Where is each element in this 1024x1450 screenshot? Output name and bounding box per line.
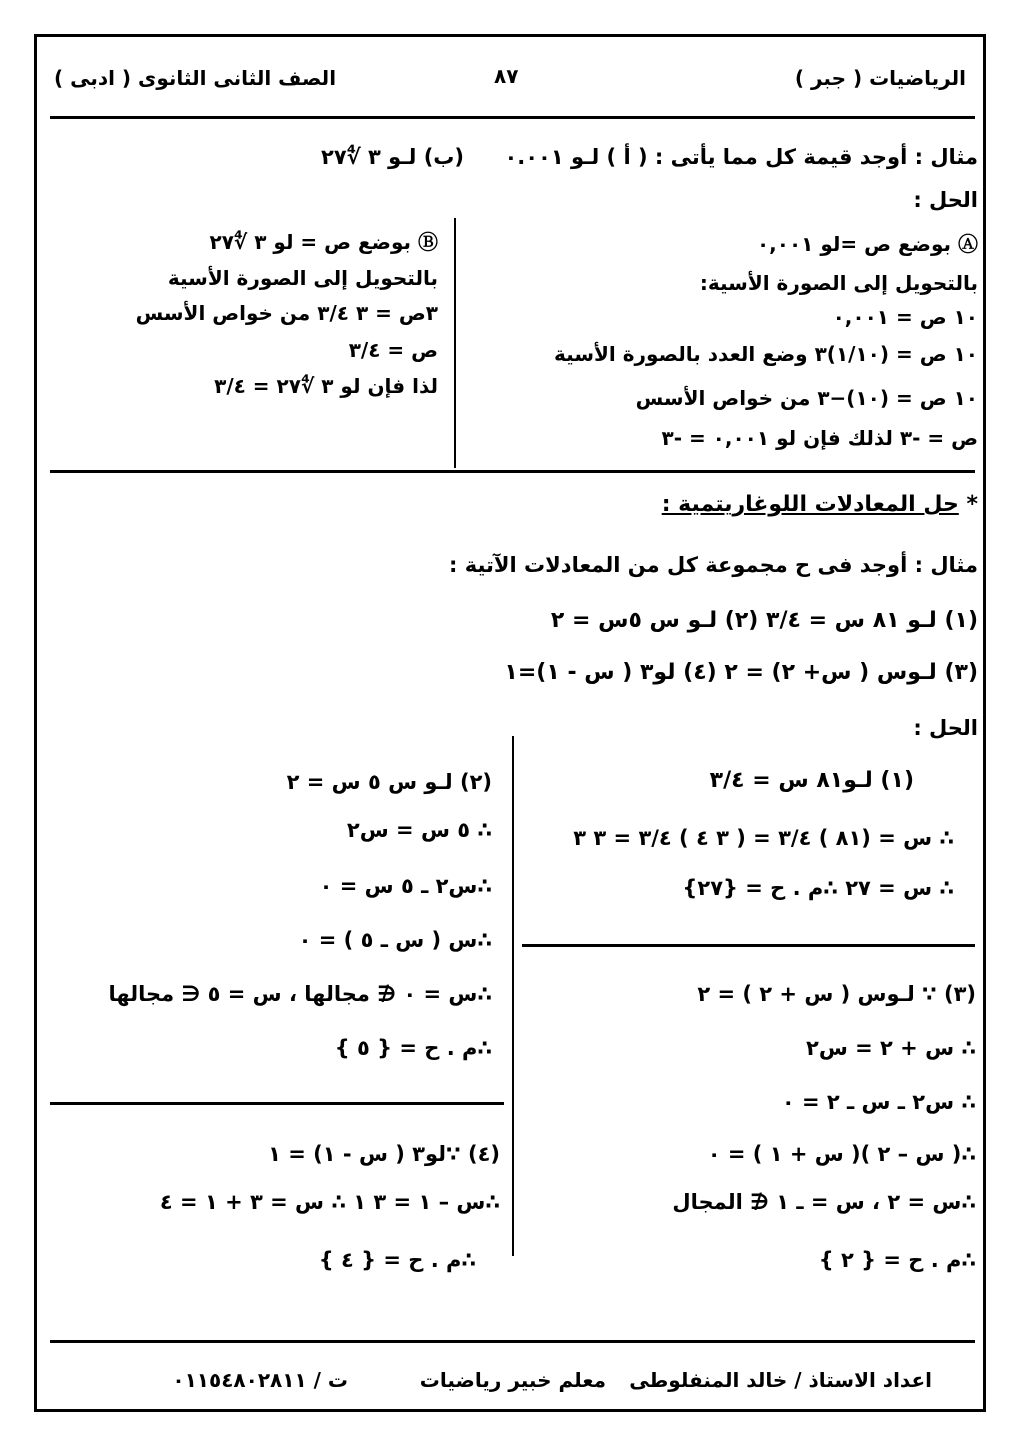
sol3-line-1: (٣) ∵ لـوس ( س + ٢ ) = ٢ [697,982,976,1006]
sol1-line-3: ∴ س = ٢٧ ∴م . ح = {٢٧} [682,876,954,900]
header-divider [50,116,975,119]
section2-star: * [966,492,978,517]
sol2-line-3: ∴س٢ ـ ٥ س = ٠ [319,874,492,898]
sol3-line-5: ∴س = ٢ ، س = ـ ١ ∉ المجال [672,1190,976,1214]
ex1a-line-2: بالتحويل إلى الصورة الأسية: [699,271,978,295]
sol2-divider [50,1102,504,1105]
footer-phone: ت / ٠١١٥٤٨٠٢٨١١ [172,1368,348,1392]
sol2-line-6: ∴م . ح = { ٥ } [334,1036,492,1060]
section2-equations-line2: (٣) لـوس ( س+ ٢) = ٢ (٤) لو٣ ( س - ١)=١ [504,660,978,685]
ex1a-line-1: Ⓐ بوضع ص =لو ٠,٠٠١ [756,232,978,256]
ex1b-line-3: ٣ص = ٣ ٣/٤ من خواص الأسس [135,301,438,325]
section2-solution-label: الحل : [913,716,978,740]
sol2-line-2: ∴ ٥ س = س٢ [346,818,492,842]
sol4-line-3: ∴م . ح = { ٤ } [318,1248,476,1272]
footer-role: معلم خبير رياضيات [419,1368,606,1392]
ex1b-line-4: ص = ٣/٤ [348,338,438,362]
section2-equations-line1: (١) لـو ٨١ س = ٣/٤ (٢) لـو س ٥س = ٢ [550,608,978,633]
sol4-line-2: ∴س – ١ = ٣ ١ ∴ س = ٣ + ١ = ٤ [159,1190,500,1214]
section2-question: مثال : أوجد فى ح مجموعة كل من المعادلات الآتية : [449,553,978,577]
section2-title [662,492,978,517]
header-grade: الصف الثانى الثانوى ( ادبى ) [54,66,337,90]
sol3-line-4: ∴( س – ٢ )( س + ١ ) = ٠ [707,1142,976,1166]
sol2-line-4: ∴س ( س ـ ٥ ) = ٠ [298,928,492,952]
sol3-line-2: ∴ س + ٢ = س٢ [806,1036,976,1060]
sol2-line-5: ∴س = ٠ ∉ مجالها ، س = ٥ ∈ مجالها [108,982,492,1006]
ex1a-line-6: ص = -٣ لذلك فإن لو ٠,٠٠١ = -٣ [661,426,978,450]
sol4-line-1: (٤) ∵لو٣ ( س - ١) = ١ [268,1142,500,1166]
ex1a-line-5: ١٠ ص = (١٠)−٣ من خواص الأسس [635,386,978,410]
solutions-column-divider [512,736,514,1256]
ex1a-line-3: ١٠ ص = ٠,٠٠١ [832,305,978,329]
sol2-line-1: (٢) لـو س ٥ س = ٢ [286,770,492,794]
example1-solution-label: الحل : [913,188,978,212]
sol1-divider [522,944,975,947]
ex1b-line-2: بالتحويل إلى الصورة الأسية [167,266,438,290]
example1-column-divider [454,218,456,468]
sol1-line-2: ∴ س = (٨١ ) ٣/٤ = ( ٣ ٤ ) ٣/٤ = ٣ ٣ [573,826,954,850]
example1-divider [50,470,975,473]
example1-question: مثال : أوجد قيمة كل مما يأتى : ( أ ) لـو ٠.٠٠١ [504,145,978,169]
sol1-line-1: (١) لـو٨١ س = ٣/٤ [709,768,914,793]
footer-author: اعداد الاستاذ / خالد المنفلوطى [629,1368,932,1392]
footer-divider [50,1340,975,1343]
section2-title-text: حل المعادلات اللوغاريتمية : [661,492,959,517]
ex1b-line-1: Ⓑ بوضع ص = لو ٣ ∜٢٧ [209,230,438,254]
sol3-line-3: ∴ س٢ ـ س ـ ٢ = ٠ [781,1090,976,1114]
ex1a-line-4: ١٠ ص = (١/١٠)٣ وضع العدد بالصورة الأسية [554,342,978,366]
ex1b-line-5: لذا فإن لو ٣ ∜٢٧ = ٣/٤ [214,374,438,398]
header-subject: الرياضيات ( جبر ) [794,66,966,90]
sol3-line-6: ∴م . ح = { ٢ } [818,1248,976,1272]
header-page-number: ٨٧ [494,64,519,88]
example1-part-b: (ب) لـو ٣ ∜٢٧ [321,145,464,169]
